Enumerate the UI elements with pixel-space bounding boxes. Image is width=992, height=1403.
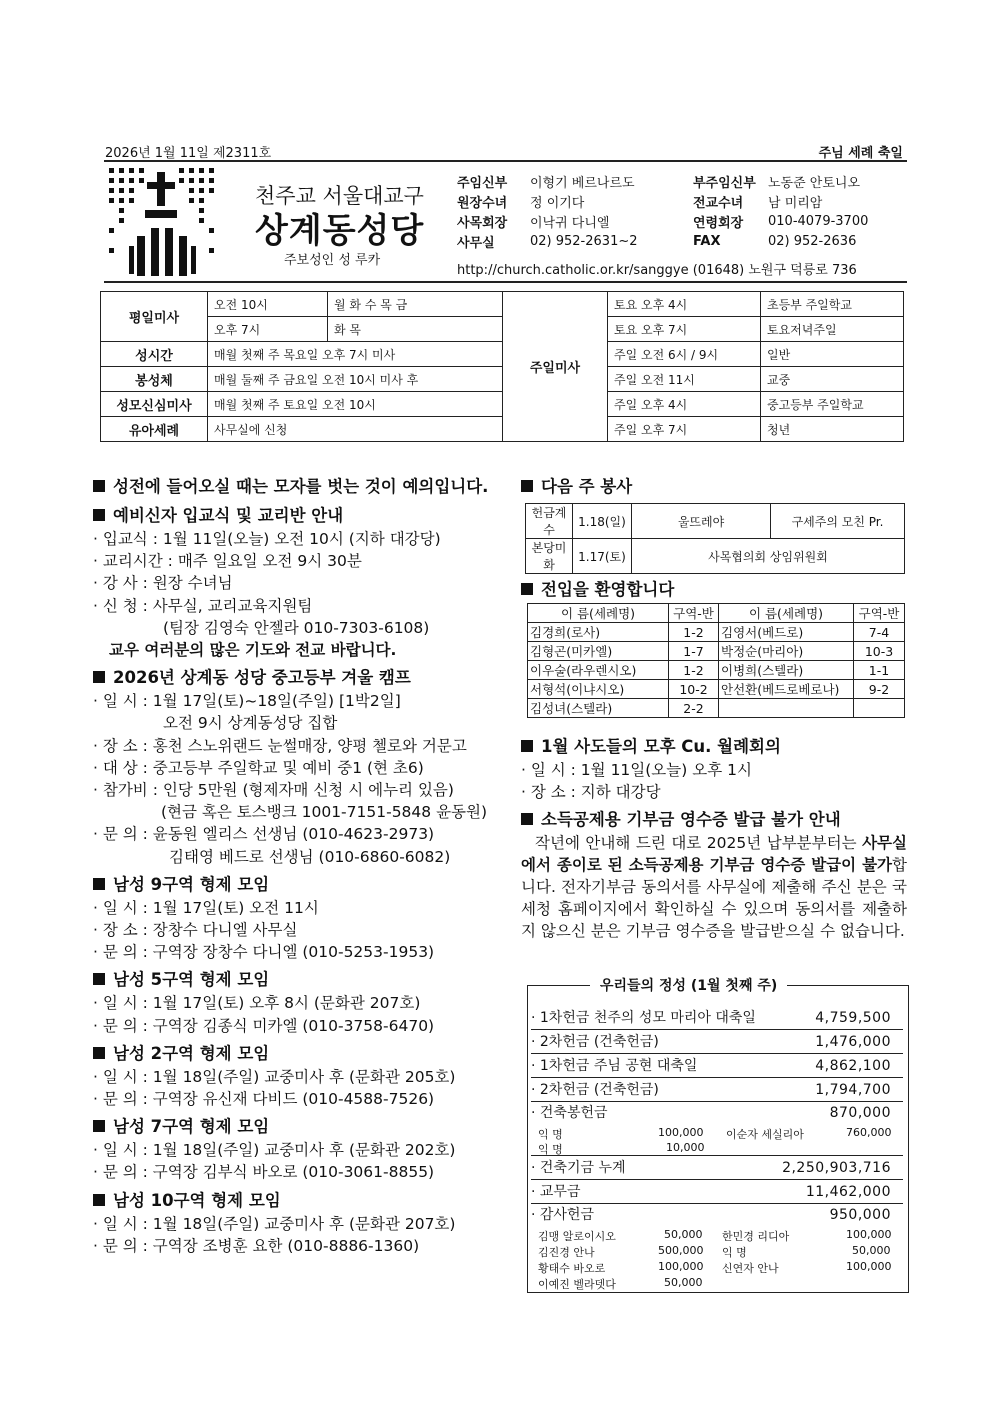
table-row [528,699,905,718]
bullet-square-icon [93,1194,105,1206]
offering-amount: 4,862,100 [815,1058,891,1074]
donor-amount: 50,000 [664,1276,703,1289]
mass-time: 토요 오후 4시 [608,292,761,317]
bullet-square-icon [93,973,105,985]
donor-name: 김진경 안나 [538,1246,595,1259]
info-value: 노동준 안토니오 [768,175,861,191]
member-district: 1-2 [669,661,719,680]
offering-label: · 교무금 [531,1184,581,1200]
mass-time: 주일 오전 6시 / 9시 [608,342,761,367]
bullet-square-icon [521,813,533,825]
table-row [528,680,905,699]
notice-line: · 장 소 : 홍천 스노위랜드 눈썰매장, 양평 첼로와 거문고 [93,736,467,755]
section-heading: 남성 7구역 형제 모임 [93,1115,505,1139]
section-heading: 예비신자 입교식 및 교리반 안내 [93,504,505,528]
notice-line: · 일 시 : 1월 18일(주일) 교중미사 후 (문화관 202호) [93,1141,456,1160]
section-heading: 1월 사도들의 모후 Cu. 월례회의 [521,735,907,759]
section-heading: 다음 주 봉사 [521,475,907,499]
service-type: 본당미화 [526,539,573,574]
info-key: FAX [693,233,721,249]
donor-name: 황태수 바오로 [538,1262,606,1275]
service-group: 사목협의회 상임위원회 [632,539,905,574]
offering-label: · 건축봉헌금 [531,1105,608,1121]
mass-group: 초등부 주일학교 [761,292,904,317]
offering-label: · 1차헌금 천주의 성모 마리아 대축일 [531,1010,756,1026]
bullet-square-icon [93,480,105,492]
receipt-notice-emphasis: 사무실에서 종이로 된 소득공제용 기부금 영수증 발급이 불가 [521,834,907,875]
member-district: 10-3 [854,642,905,661]
service-date: 1.18(일) [573,504,632,539]
bullet-square-icon [93,878,105,890]
member-district: 2-2 [669,699,719,718]
info-key: 사목회장 [457,215,508,231]
offering-amount: 1,476,000 [815,1034,891,1050]
member-name: 박정순(마리아) [719,642,854,661]
notice-line: · 문 의 : 구역장 유신재 다비드 (010-4588-7526) [93,1090,435,1109]
bullet-square-icon [521,740,533,752]
notice-emphasis: 교우 여러분의 많은 기도와 전교 바랍니다. [109,641,397,660]
donor-name: 이예진 벨라뎃다 [538,1278,616,1291]
mass-time: 주일 오전 11시 [608,367,761,392]
church-url-address[interactable]: http://church.catholic.or.kr/sanggye (01648) 노원구 덕릉로 736 [457,263,857,278]
notice-line: · 일 시 : 1월 18일(주일) 교중미사 후 (문화관 205호) [93,1067,456,1086]
table-row [528,623,905,642]
member-name: 김경희(로사) [528,623,669,642]
donor-amount: 500,000 [658,1244,704,1257]
notice-line: · 일 시 : 1월 17일(토)~18일(주일) [1박2일] [93,692,401,711]
diocese-name: 천주교 서울대교구 [255,184,424,208]
offering-label: · 2차헌금 (건축헌금) [531,1082,659,1098]
donor-name: 신연자 안나 [722,1262,779,1275]
schedule-label: 봉성체 [101,367,208,392]
church-logo-icon [107,166,217,278]
section-heading: 남성 2구역 형제 모임 [93,1042,505,1066]
mass-group: 일반 [761,342,904,367]
member-name: 김영서(베드로) [719,623,854,642]
service-group: 구세주의 모친 Pr. [771,504,905,539]
transfer-heading-wrap [521,578,907,602]
left-column [93,475,505,1257]
bullet-square-icon [93,1047,105,1059]
info-value: 이형기 베르나르도 [530,175,635,191]
offering-row [531,1079,903,1102]
bullet-square-icon [521,583,533,595]
notice-line: · 장 소 : 지하 대강당 [521,783,661,802]
notice-line: · 일 시 : 1월 11일(오늘) 오후 1시 [521,761,752,779]
notice-line: · 문 의 : 구역장 조병훈 요한 (010-8886-1360) [93,1236,420,1255]
bullet-square-icon [521,480,533,492]
offering-label: · 2차헌금 (건축헌금) [531,1034,659,1050]
sunday-mass-label: 주일미사 [503,292,608,442]
member-name: 서형석(이냐시오) [528,680,669,699]
member-district: 1-1 [854,661,905,680]
mass-days: 월 화 수 목 금 [328,292,503,317]
member-district: 9-2 [854,680,905,699]
member-district: 10-2 [669,680,719,699]
offering-amount: 950,000 [829,1207,891,1223]
notice-line: · 문 의 : 구역장 김종식 미카엘 (010-3758-6470) [93,1016,435,1035]
info-key: 부주임신부 [693,175,756,191]
right-column [521,475,907,499]
info-value: 남 미리암 [768,195,823,211]
member-name: 이병희(스텔라) [719,661,854,680]
section-heading: 남성 10구역 형제 모임 [93,1189,505,1213]
offering-row [531,1157,903,1180]
receipt-notice-paragraph: 작년에 안내해 드린 대로 2025년 납부분부터는 사무실에서 종이로 된 소득공제용 기부금 영수증 발급이 불가합니다. 전자기부금 동의서를 사무실에 제출해 주신 분은 국세청 홈페이지에서 확인하실 수 있으며 동의서를 제출하지 않으신 분은 기부금 영수증을 발급받으실 수 없습니다. [521,834,907,941]
notice-line: · 교리시간 : 매주 일요일 오전 9시 30분 [93,552,362,571]
schedule-text: 사무실에 신청 [208,417,503,442]
header-top-rule [104,160,907,162]
schedule-text: 매월 둘째 주 금요일 오전 10시 미사 후 [208,367,503,392]
info-value: 이낙귀 다니엘 [530,215,610,231]
mass-time: 오전 10시 [208,292,328,317]
issue-line [105,142,907,161]
offering-row [531,1181,903,1204]
donor-amount: 10,000 [666,1141,705,1154]
notice-line: (팀장 김영숙 안젤라 010-7303-6108) [163,618,430,637]
offering-amount: 870,000 [829,1105,891,1121]
member-name: 이우술(라우렌시오) [528,661,669,680]
notice-line: · 일 시 : 1월 18일(주일) 교중미사 후 (문화관 207호) [93,1214,456,1233]
info-row [457,211,868,231]
col-header: 구역-반 [669,604,719,623]
notice-line: · 일 시 : 1월 17일(토) 오전 11시 [93,898,319,917]
mass-time: 주일 오후 4시 [608,392,761,417]
info-key: 연령회장 [693,215,744,231]
member-name: 김성녀(스텔라) [528,699,669,718]
contact-info [457,171,868,251]
offering-amount: 11,462,000 [805,1184,891,1200]
mass-group: 토요저녁주일 [761,317,904,342]
notice-line: · 강 사 : 원장 수녀님 [93,574,233,593]
offering-row [531,1055,903,1078]
notice-line: · 장 소 : 장창수 다니엘 사무실 [93,921,298,940]
schedule-label: 성시간 [101,342,208,367]
mass-time: 오후 7시 [208,317,328,342]
notice-line: · 문 의 : 윤동원 엘리스 선생님 (010-4623-2973) [93,825,435,844]
notice-line: · 신 청 : 사무실, 교리교육지원팀 [93,596,313,615]
info-value: 정 이기다 [530,195,585,211]
info-row [457,191,868,211]
info-value: 02) 952-2636 [768,233,857,249]
member-name [719,699,854,718]
mass-days: 화 목 [328,317,503,342]
offering-label: · 감사헌금 [531,1207,594,1223]
info-value: 010-4079-3700 [768,213,869,229]
donor-amount: 100,000 [658,1126,704,1139]
info-key: 원장수녀 [457,195,508,211]
donor-name: 익 명 [538,1143,563,1156]
col-header: 이 름(세례명) [528,604,669,623]
bullet-square-icon [93,1120,105,1132]
mass-time: 주일 오후 7시 [608,417,761,442]
mass-group: 청년 [761,417,904,442]
donor-name: 김맹 알로이시오 [538,1230,616,1243]
issue-date: 2026년 1월 11일 제2311호 [105,146,272,161]
donor-amount: 50,000 [852,1244,891,1257]
schedule-label: 성모신심미사 [101,392,208,417]
info-key: 전교수녀 [693,195,744,211]
notice-line: 오전 9시 상계동성당 집합 [163,714,338,733]
donor-name: 한민경 리디아 [722,1230,790,1243]
service-table [525,503,905,574]
sunday-title: 주님 세례 축일 [818,146,903,161]
donor-amount: 100,000 [846,1260,892,1273]
col-header: 구역-반 [854,604,905,623]
service-group: 울뜨레야 [632,504,771,539]
schedule-text: 매월 첫째 주 목요일 오후 7시 미사 [208,342,503,367]
header-bottom-rule [104,281,907,283]
member-district [854,699,905,718]
right-notices [521,735,907,942]
section-heading: 남성 5구역 형제 모임 [93,968,505,992]
member-name: 김형곤(미카엘) [528,642,669,661]
member-district: 1-2 [669,623,719,642]
offering-label: · 1차헌금 주님 공현 대축일 [531,1058,698,1074]
mass-group: 교중 [761,367,904,392]
mass-time: 토요 오후 7시 [608,317,761,342]
donor-amount: 760,000 [846,1126,892,1139]
donor-name: 이순자 세실리아 [726,1128,804,1141]
section-heading: 2026년 상계동 성당 중고등부 겨울 캠프 [93,666,505,690]
notice-line: · 문 의 : 구역장 장창수 다니엘 (010-5253-1953) [93,943,435,962]
donor-amount: 100,000 [846,1228,892,1241]
schedule-text: 매월 첫째 주 토요일 오전 10시 [208,392,503,417]
offering-label: · 건축기금 누계 [531,1160,626,1176]
section-heading: 남성 9구역 형제 모임 [93,873,505,897]
offering-amount: 2,250,903,716 [782,1160,891,1176]
member-name: 안선환(베드로베로나) [719,680,854,699]
table-row [528,642,905,661]
donor-name: 익 명 [722,1246,747,1259]
info-value: 02) 952-2631~2 [530,233,638,249]
offering-amount: 4,759,500 [815,1010,891,1026]
member-district: 7-4 [854,623,905,642]
service-type: 헌금계수 [526,504,573,539]
member-district: 1-7 [669,642,719,661]
mass-group: 중고등부 주일학교 [761,392,904,417]
notice-line: · 참가비 : 인당 5만원 (형제자매 신청 시 에누리 있음) [93,781,454,800]
offering-row [531,1031,903,1054]
church-name: 상계동성당 [255,211,425,251]
info-key: 주임신부 [457,175,508,191]
donor-name: 익 명 [538,1128,563,1141]
section-heading: 전입을 환영합니다 [521,578,907,602]
notice-line: 김태영 베드로 선생님 (010-6860-6082) [169,847,451,866]
transfer-table [527,603,905,718]
notice-line: · 일 시 : 1월 17일(토) 오후 8시 (문화관 207호) [93,994,421,1013]
notice-line: · 대 상 : 중고등부 주일학교 및 예비 중1 (현 초6) [93,758,424,777]
mass-schedule-table [100,291,904,442]
table-row [528,661,905,680]
weekday-mass-label: 평일미사 [101,292,208,342]
section-heading: 소득공제용 기부금 영수증 발급 불가 안내 [521,808,907,832]
donor-amount: 100,000 [658,1260,704,1273]
notice-line: · 입교식 : 1월 11일(오늘) 오전 10시 (지하 대강당) [93,530,441,548]
info-row [457,231,868,251]
info-key: 사무실 [457,235,495,251]
section-heading: 성전에 들어오실 때는 모자를 벗는 것이 예의입니다. [93,475,505,499]
offering-title: 우리들의 정성 (1월 첫째 주) [590,975,787,995]
offering-amount: 1,794,700 [815,1082,891,1098]
notice-line: · 문 의 : 구역장 김부식 바오로 (010-3061-8855) [93,1163,435,1182]
bullet-square-icon [93,671,105,683]
offering-row [531,1007,903,1030]
col-header: 이 름(세례명) [719,604,854,623]
schedule-label: 유아세례 [101,417,208,442]
notice-line: (현금 혹은 토스뱅크 1001-7151-5848 윤동원) [161,803,488,822]
patron-saint: 주보성인 성 루카 [284,253,381,268]
service-date: 1.17(토) [573,539,632,574]
info-row [457,171,868,191]
bullet-square-icon [93,509,105,521]
donor-amount: 50,000 [664,1228,703,1241]
